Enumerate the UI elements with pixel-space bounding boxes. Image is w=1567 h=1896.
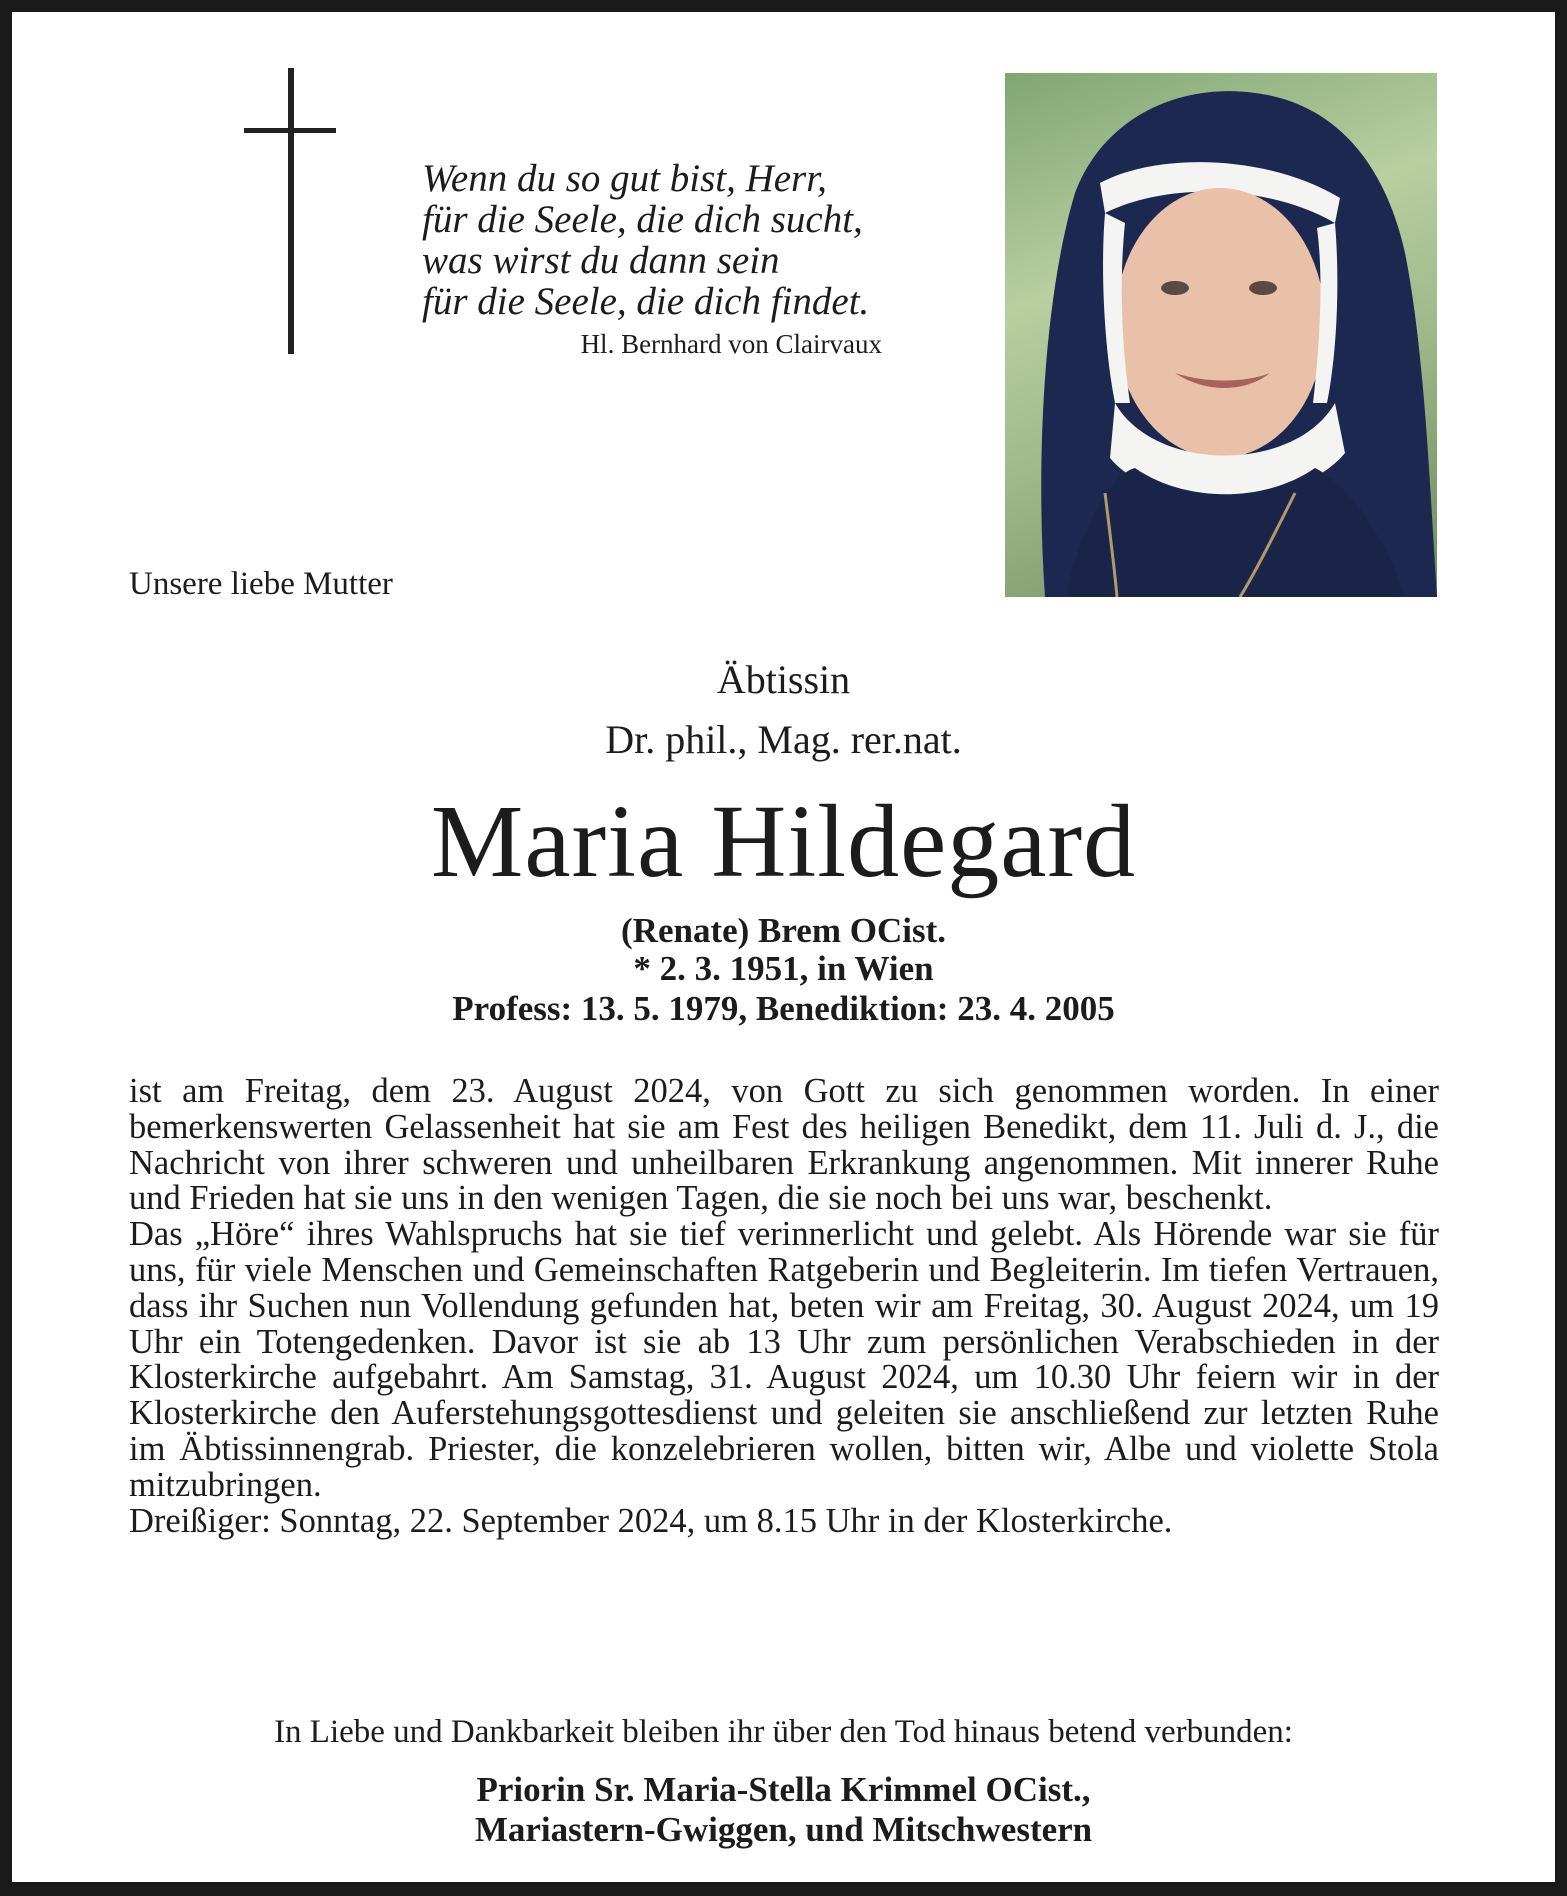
quote-block (312, 158, 882, 364)
cross-icon-bar (244, 128, 336, 133)
signature-line: Mariastern-Gwiggen, und Mitschwestern (474, 1810, 1093, 1849)
quote-line: für die Seele, die dich findet. (422, 280, 870, 323)
obituary-body (129, 1074, 1439, 1539)
profession-dates: Profess: 13. 5. 1979, Benediktion: 23. 4. 2005 (452, 989, 1115, 1028)
title-degrees: Dr. phil., Mag. rer.nat. (605, 717, 962, 762)
birth-name: (Renate) Brem OCist. (621, 911, 946, 950)
quote-line: was wirst du dann sein (422, 239, 780, 282)
body-paragraph: Dreißiger: Sonntag, 22. September 2024, um 8.15 Uhr in der Klosterkirche. (129, 1501, 1173, 1540)
body-paragraph: ist am Freitag, dem 23. August 2024, von Gott zu sich genommen worden. In einer bemerkenswerten Gelassenheit hat sie am Fest des heiligen Benedikt, dem 11. Juli d. J., die Nachricht von ihrer schweren und unheilbaren Erkrankung angenommen. Mit innerer Ruhe und Frieden hat sie uns in den wenigen Tagen, die sie noch bei uns war, beschenkt. (129, 1072, 1439, 1218)
birth-date: * 2. 3. 1951, in Wien (633, 949, 934, 988)
closing-text: In Liebe und Dankbarkeit bleiben ihr über den Tod hinaus betend verbunden: (274, 1714, 1293, 1750)
quote-line: Wenn du so gut bist, Herr, (422, 157, 827, 200)
obituary-page (12, 12, 1555, 1882)
title-abbess: Äbtissin (716, 657, 851, 702)
deceased-name: Maria Hildegard (430, 784, 1137, 899)
signature-line: Priorin Sr. Maria-Stella Krimmel OCist., (476, 1770, 1091, 1809)
portrait-photo (1005, 73, 1437, 597)
intro-text: Unsere liebe Mutter (129, 566, 393, 602)
cross-icon (288, 68, 294, 354)
quote-author: Hl. Bernhard von Clairvaux (580, 329, 882, 359)
body-paragraph: Das „Höre“ ihres Wahlspruchs hat sie tief verinnerlicht und gelebt. Als Hörende war sie für uns, für viele Menschen und Gemeinschaften Ratgeberin und Begleiterin. Im tiefen Vertrauen, dass ihr Suchen nun Vollendung gefunden hat, beten wir am Freitag, 30. August 2024, um 19 Uhr ein Totengedenken. Davor ist sie ab 13 Uhr zum persönlichen Verabschieden in der Klosterkirche aufgebahrt. Am Samstag, 31. August 2024, um 10.30 Uhr feiern wir in der Klosterkirche den Auferstehungsgottesdienst und geleiten sie anschließend zur letzten Ruhe im Äbtissinnengrab. Priester, die konzelebrieren wollen, bitten wir, Albe und violette Stola mitzubringen. (129, 1215, 1439, 1504)
quote-line: für die Seele, die dich sucht, (422, 198, 863, 241)
